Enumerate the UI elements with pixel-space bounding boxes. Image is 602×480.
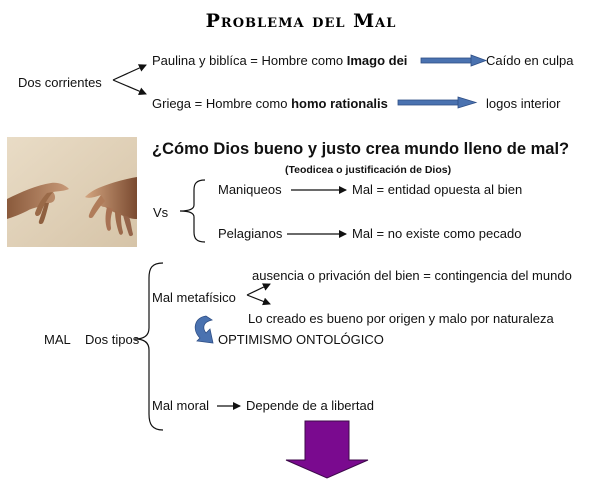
mal-brace [135,263,163,430]
paulina-text: Paulina y biblíca = Hombre como [152,53,347,68]
homo-rationalis-text: homo rationalis [291,96,388,111]
metafisico-split-arrows [247,284,270,304]
mal-moral-label: Mal moral [152,398,210,413]
mal-moral-result: Depende de a libertad [246,398,374,413]
maniqueos-label: Maniqueos [218,182,282,197]
paulina-blue-arrow [421,55,486,66]
griega-blue-arrow [398,97,476,108]
optimismo-ontologico: OPTIMISMO ONTOLÓGICO [218,332,384,347]
griega-result: logos interior [486,96,561,111]
dos-corrientes-label: Dos corrientes [18,75,102,90]
curved-blue-arrow [195,316,213,343]
dos-tipos-label: Dos tipos [85,332,140,347]
mal-label: MAL [44,332,71,347]
teodicea-note: (Teodicea o justificación de Dios) [285,164,452,176]
pelagianos-result: Mal = no existe como pecado [352,226,522,241]
mal-metafisico-label: Mal metafísico [152,290,236,305]
vs-brace [180,180,205,242]
vs-label: Vs [153,205,169,220]
down-arrow [286,421,368,478]
metafisico-branch-ausencia: ausencia o privación del bien = contingencia del mundo [252,268,572,283]
maniqueos-result: Mal = entidad opuesta al bien [352,182,523,197]
page-title: Problema del Mal [205,10,397,32]
metafisico-branch-creado: Lo creado es bueno por origen y malo por naturaleza [248,311,554,326]
corrientes-split-arrows [113,65,146,94]
griega-text: Griega = Hombre como [152,96,292,111]
question-heading: ¿Cómo Dios bueno y justo crea mundo lleno de mal? [152,140,570,158]
pelagianos-label: Pelagianos [218,226,283,241]
paulina-result: Caído en culpa [486,53,574,68]
imago-dei-text: Imago dei [346,53,408,68]
